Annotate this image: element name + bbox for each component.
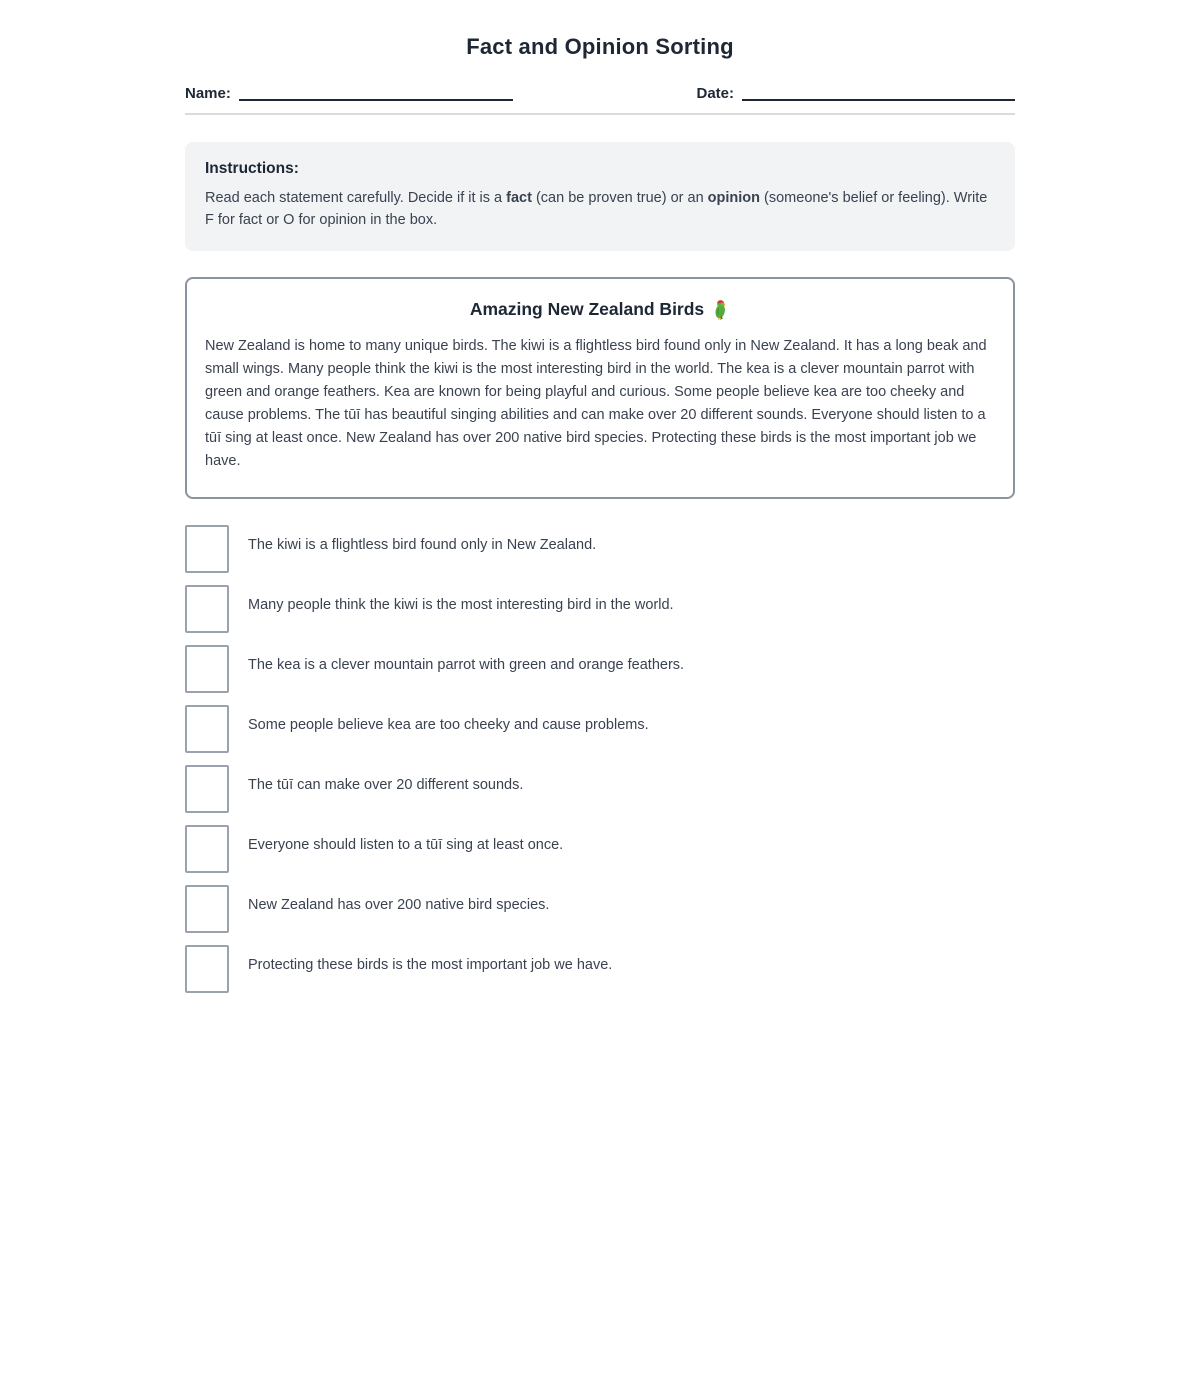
statement-row <box>185 765 1015 813</box>
statements-list <box>185 525 1015 993</box>
date-field-group <box>696 86 1015 101</box>
answer-box[interactable] <box>185 585 229 633</box>
name-input-line[interactable] <box>239 87 513 101</box>
instructions-panel <box>185 142 1015 251</box>
opinion-term: opinion <box>707 190 761 206</box>
statement-row <box>185 645 1015 693</box>
statement-text: Some people believe kea are too cheeky and cause problems. <box>248 717 649 733</box>
answer-box[interactable] <box>185 945 229 993</box>
statement-text: The kiwi is a flightless bird found only in New Zealand. <box>248 537 597 553</box>
statement-row <box>185 705 1015 753</box>
statement-row <box>185 585 1015 633</box>
answer-box[interactable] <box>185 525 229 573</box>
instructions-text: Read each statement carefully. Decide if it is a fact (can be proven true) or an opinion (someone's belief or feeling). Write F for fact or O for opinion in the box. <box>205 190 988 228</box>
page-title: Fact and Opinion Sorting <box>466 34 734 59</box>
date-input-line[interactable] <box>742 87 1015 101</box>
header-divider <box>185 113 1015 115</box>
reading-passage-panel <box>185 277 1015 499</box>
passage-text: New Zealand is home to many unique birds. The kiwi is a flightless bird found only in New Zealand. It has a long beak and small wings. Many people think the kiwi is the most interesting bird in the world. The kea is a clever mountain parrot with green and orange feathers. Kea are known for being playful and curious. Some people believe kea are too cheeky and cause problems. The tūī has beautiful singing abilities and can make over 20 different sounds. Everyone should listen to a tūī sing at least once. New Zealand has over 200 native bird species. Protecting these birds is the most important job we have. <box>205 338 987 469</box>
passage-title <box>205 299 995 320</box>
statement-text: New Zealand has over 200 native bird species. <box>248 897 550 913</box>
statement-row <box>185 945 1015 993</box>
worksheet-page <box>185 0 1015 993</box>
answer-box[interactable] <box>185 825 229 873</box>
fact-term: fact <box>506 190 532 206</box>
statement-text: Everyone should listen to a tūī sing at least once. <box>248 837 564 853</box>
name-label: Name: <box>185 85 231 102</box>
statement-text: The kea is a clever mountain parrot with green and orange feathers. <box>248 657 685 673</box>
parrot-icon <box>711 299 730 320</box>
answer-box[interactable] <box>185 705 229 753</box>
date-label: Date: <box>696 85 734 102</box>
answer-box[interactable] <box>185 645 229 693</box>
answer-box[interactable] <box>185 885 229 933</box>
statement-text: Many people think the kiwi is the most interesting bird in the world. <box>248 597 674 613</box>
statement-text: The tūī can make over 20 different sounds. <box>248 777 524 793</box>
name-field-group <box>185 86 513 101</box>
passage-title-text: Amazing New Zealand Birds <box>469 299 705 319</box>
statement-text: Protecting these birds is the most important job we have. <box>248 957 613 973</box>
statement-row <box>185 525 1015 573</box>
name-date-row <box>185 86 1015 101</box>
statement-row <box>185 825 1015 873</box>
instructions-heading: Instructions: <box>205 160 299 177</box>
statement-row <box>185 885 1015 933</box>
answer-box[interactable] <box>185 765 229 813</box>
